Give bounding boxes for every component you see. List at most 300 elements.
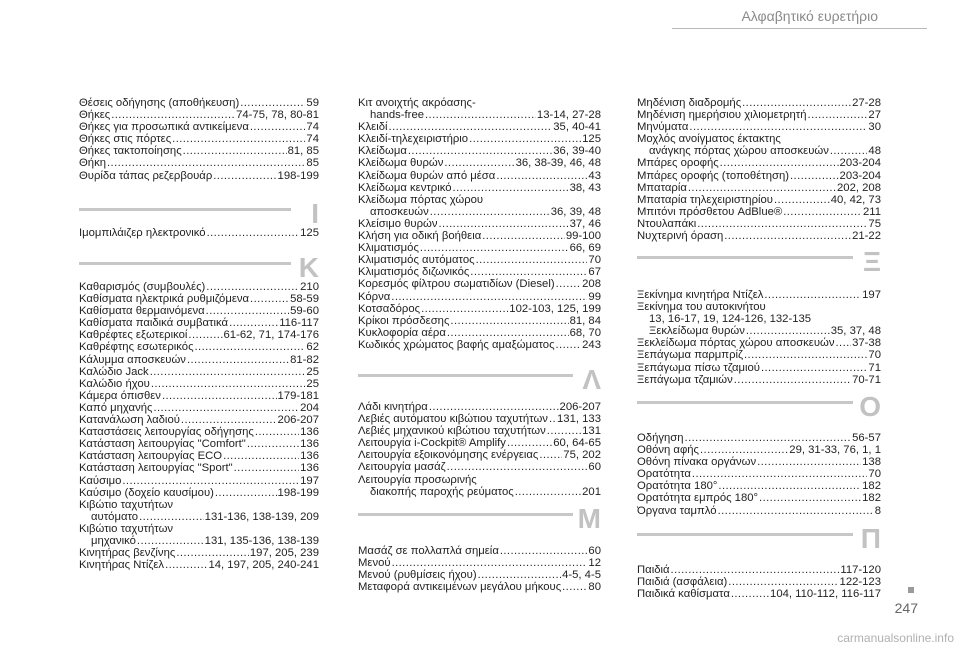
dot-leader [165, 559, 207, 571]
index-entry [79, 317, 319, 329]
index-page-ref: 59-60 [290, 305, 319, 318]
index-term: Καύσιμο (δοχείο καυσίμου) [79, 486, 214, 499]
index-term: Λεβιές αυτόματου κιβώτιου ταχυτήτων [358, 413, 548, 426]
index-term: Κλιματισμός διζωνικός [358, 266, 470, 279]
entry-group-p [637, 564, 881, 600]
index-entry [358, 425, 601, 437]
dot-leader [391, 291, 587, 303]
index-entry [358, 581, 601, 593]
dot-leader [425, 109, 536, 121]
index-page-ref: 36, 39, 48 [550, 205, 601, 218]
index-entry [358, 145, 601, 157]
index-entry [79, 293, 319, 305]
index-entry [637, 109, 881, 121]
index-entry [358, 545, 601, 557]
index-term: Κλιματισμός [358, 242, 419, 255]
section-letter-l: Λ [582, 364, 601, 395]
index-page-ref: 138 [862, 456, 881, 469]
index-page-ref: 60 [588, 461, 601, 474]
index-page-ref: 70 [588, 254, 601, 267]
section-header-l [358, 364, 601, 401]
dot-leader [430, 206, 550, 218]
index-entry [79, 462, 319, 474]
index-term: Κρίκοι πρόσδεσης [358, 314, 450, 327]
index-term: Λειτουργία i-Cockpit® Amplify [358, 437, 506, 450]
index-term: Καθρέφτης εσωτερικός [79, 341, 194, 354]
index-entry [79, 414, 319, 426]
index-entry [358, 437, 601, 449]
page-header-title: Αλφαβητικό ευρετήριο [741, 8, 878, 24]
index-page-ref: 37-38 [852, 337, 881, 350]
index-term: Κλείσιμο θυρών [358, 217, 438, 230]
dot-leader [153, 402, 299, 414]
index-entry [79, 426, 319, 438]
index-entry [358, 557, 601, 569]
index-term: hands-free [370, 109, 425, 122]
dot-leader [392, 557, 588, 569]
index-entry [79, 170, 319, 182]
index-entry [358, 474, 601, 486]
index-page-ref: 36, 39-40 [553, 145, 601, 158]
index-entry [637, 194, 881, 206]
index-term: Ορατότητα 180° [637, 480, 718, 493]
index-term: Κατάσταση λειτουργίας ECO [79, 450, 223, 463]
index-term: Οδήγηση [637, 432, 684, 444]
index-term: Κωδικός χρώματος βαφής αμαξώματος [358, 338, 555, 351]
index-term: Καλώδιο Jack [79, 365, 149, 378]
index-entry [637, 218, 881, 230]
index-page-ref: 179-181 [277, 389, 319, 402]
section-header-m [358, 503, 601, 540]
dot-leader [206, 305, 289, 317]
index-term: Κάμερα όπισθεν [79, 389, 161, 402]
dot-leader [830, 145, 868, 157]
section-letter-p: Π [860, 523, 881, 554]
dot-leader [700, 444, 788, 456]
index-page-ref: 40, 42, 73 [830, 193, 881, 206]
section-header-x [637, 246, 881, 283]
index-term: Ορατότητα [637, 468, 691, 481]
index-term: Ξεκλείδωμα θυρών [649, 325, 745, 338]
dot-leader [408, 145, 552, 157]
dot-leader [255, 426, 299, 438]
entry-group-m-n [637, 97, 881, 242]
index-entry [79, 97, 319, 109]
index-term: Κατανάλωση λαδιού [79, 414, 180, 427]
index-term: Κλειδί [358, 121, 388, 134]
index-entry [637, 206, 881, 218]
index-term: Θυρίδα τάπας ρεζερβουάρ [79, 169, 213, 182]
entry-group-i [79, 227, 319, 239]
dot-leader [731, 588, 769, 600]
index-entry [79, 145, 319, 157]
dot-leader [539, 449, 562, 461]
index-term: ανάγκης πόρτας χώρου αποσκευών [649, 145, 829, 158]
index-page-ref: 197 [862, 289, 881, 301]
index-entry [637, 456, 881, 468]
index-entry [358, 339, 601, 351]
index-page-ref: 35, 37, 48 [830, 325, 881, 338]
dot-leader [150, 366, 306, 378]
index-term: Μηδένιση ημερήσιου χιλιομετρητή [637, 109, 807, 122]
dot-leader [720, 157, 839, 169]
dot-leader [172, 133, 305, 145]
index-page-ref: 197 [300, 474, 319, 487]
index-entry [358, 182, 601, 194]
index-page-ref: 117-120 [840, 564, 881, 576]
dot-leader [836, 337, 852, 349]
dot-leader [206, 281, 299, 293]
section-header-o [637, 391, 881, 428]
index-page-ref: 75, 202 [563, 449, 601, 462]
index-term: Ορατότητα εμπρός 180° [637, 492, 759, 505]
dot-leader [188, 329, 222, 341]
page-number: 247 [894, 600, 918, 616]
index-term: Καθίσματα παιδικά συμβατικά [79, 317, 229, 330]
entry-group-th [79, 97, 319, 182]
dot-leader [137, 535, 204, 547]
dot-leader [790, 170, 839, 182]
index-term: Κιβώτιο ταχυτήτων [79, 522, 174, 535]
index-page-ref: 59 [306, 97, 319, 109]
index-term: Παιδιά (ασφάλεια) [637, 576, 728, 589]
index-page-ref: 102-103, 125, 199 [509, 302, 601, 315]
index-term: Καθίσματα θερμαινόμενα [79, 305, 205, 318]
index-term: Κλιματισμός αυτόματος [358, 254, 475, 267]
index-page-ref: 131-136, 138-139, 209 [204, 510, 319, 523]
index-term: Κορεσμός φίλτρου σωματιδίων (Diesel) [358, 278, 555, 291]
index-term: Ξεπάγωμα παρμπρίζ [637, 349, 744, 362]
index-term: Ξεκίνημα κινητήρα Ντίζελ [637, 289, 764, 301]
index-term: Κινητήρας βενζίνης [79, 547, 176, 560]
index-entry [358, 109, 601, 121]
index-entry [79, 535, 319, 547]
header-divider [672, 28, 927, 29]
index-term: Θήκες [79, 109, 111, 122]
page-marker [908, 587, 914, 593]
index-page-ref: 56-57 [852, 432, 881, 444]
index-page-ref: 29, 31-33, 76, 1, 1 [789, 444, 881, 457]
dot-leader [774, 194, 830, 206]
index-term: Ξεπάγωμα τζαμιών [637, 373, 733, 386]
index-entry [358, 449, 601, 461]
index-entry [358, 230, 601, 242]
index-term: Μπαταρία [637, 181, 687, 194]
dot-leader [469, 133, 581, 145]
index-entry [637, 480, 881, 492]
dot-leader [429, 401, 559, 413]
index-page-ref: 74-75, 78, 80-81 [236, 109, 319, 122]
dot-leader [671, 564, 840, 576]
index-term: Θήκες τακτοποίησης [79, 145, 182, 158]
index-term: Ξεκλείδωμα πόρτας χώρου αποσκευών [637, 337, 835, 350]
index-page-ref: 25 [306, 377, 319, 390]
section-header-p [637, 523, 881, 560]
index-page-ref: 70 [868, 468, 881, 481]
index-term: Μενού (ρυθμίσεις ήχου) [358, 569, 477, 582]
index-page-ref: 62 [306, 341, 319, 354]
index-term: Οθόνη πίνακα οργάνων [637, 456, 757, 469]
dot-leader [685, 432, 852, 444]
dot-leader [195, 341, 306, 353]
index-entry [637, 289, 881, 301]
index-entry [637, 325, 881, 337]
dot-leader [697, 218, 867, 230]
index-term: Κινητήρας Ντίζελ [79, 559, 165, 572]
dot-leader [556, 339, 582, 351]
index-entry [358, 413, 601, 425]
index-page-ref: 81-82 [290, 353, 319, 366]
index-entry [79, 438, 319, 450]
index-term: Κλείδωμα κεντρικό [358, 181, 452, 194]
index-entry [79, 378, 319, 390]
index-term: Μοχλός ανοίγματος έκτακτης [637, 133, 781, 146]
dot-leader [444, 157, 514, 169]
index-page-ref: 197, 205, 239 [249, 547, 319, 560]
index-term: Κόρνα [358, 290, 391, 303]
index-term: Ντουλαπάκι [637, 217, 697, 230]
index-term: Κυκλοφορία αέρα [358, 326, 446, 339]
index-page-ref: 66, 69 [569, 242, 601, 255]
section-divider [79, 262, 291, 265]
dot-leader [478, 569, 561, 581]
dot-leader [181, 414, 277, 426]
dot-leader [247, 438, 299, 450]
dot-leader [450, 315, 568, 327]
dot-leader [250, 121, 306, 133]
index-term: Καθίσματα ηλεκτρικά ρυθμιζόμενα [79, 293, 250, 306]
index-entry [637, 374, 881, 386]
index-term: Θήκες στις πόρτες [79, 133, 172, 146]
index-term: Κλείδωμα πόρτας χώρου [358, 193, 484, 206]
index-page-ref: 202, 208 [837, 181, 881, 194]
index-entry [358, 401, 601, 413]
dot-leader [746, 325, 830, 337]
index-entry [79, 450, 319, 462]
index-entry [358, 206, 601, 218]
dot-leader [420, 242, 569, 254]
index-page-ref: 203-204 [839, 157, 881, 170]
index-page-ref: 182 [862, 480, 881, 493]
index-page-ref: 198-199 [277, 169, 319, 182]
index-term: μηχανικό [91, 534, 136, 547]
index-term: Κλείδωμα θυρών από μέσα [358, 169, 496, 182]
dot-leader [759, 492, 861, 504]
index-entry [637, 97, 881, 109]
dot-leader [724, 230, 851, 242]
index-entry [637, 468, 881, 480]
index-page-ref: 71 [868, 361, 881, 374]
watermark-text: carmanualsonline.info [837, 631, 954, 645]
index-page-ref: 60 [588, 545, 601, 557]
index-page-ref: 136 [300, 438, 319, 451]
index-page-ref: 243 [582, 338, 601, 351]
dot-leader [215, 487, 277, 499]
index-page-ref: 136 [300, 450, 319, 463]
index-entry [637, 362, 881, 374]
index-term: Καθρέφτες εξωτερικοί [79, 329, 188, 342]
index-page-ref: 30 [868, 121, 881, 134]
entry-group-m [358, 545, 601, 593]
index-page-ref: 85 [306, 157, 319, 170]
index-term: Μηνύματα [637, 121, 689, 134]
index-entry [637, 564, 881, 576]
index-entry [637, 145, 881, 157]
index-page-ref: 12 [588, 557, 601, 570]
index-page-ref: 43 [588, 169, 601, 182]
section-divider [637, 401, 853, 404]
section-divider [637, 256, 853, 259]
index-entry [358, 278, 601, 290]
index-entry [358, 121, 601, 133]
index-page-ref: 99 [588, 290, 601, 303]
index-entry [79, 402, 319, 414]
index-term: Κατάσταση λειτουργίας "Sport" [79, 462, 233, 475]
index-term: 13, 16-17, 19, 124-126, 132-135 [649, 313, 812, 326]
dot-leader [728, 576, 838, 588]
index-term: Λάδι κινητήρα [358, 401, 428, 413]
index-page-ref: 8 [874, 504, 881, 517]
index-term: Μασάζ σε πολλαπλά σημεία [358, 545, 499, 557]
dot-leader [240, 97, 305, 109]
index-page-ref: 204 [300, 401, 319, 414]
dot-leader [688, 182, 836, 194]
entry-group-k [79, 281, 319, 571]
section-letter-o: Ο [859, 391, 881, 422]
dot-leader [556, 278, 582, 290]
index-term: Λεβιές μηχανικού κιβώτιου ταχυτήτων [358, 425, 546, 438]
index-page-ref: 203-204 [839, 169, 881, 182]
index-page-ref: 61-62, 71, 174-176 [223, 329, 319, 342]
index-entry [358, 170, 601, 182]
index-entry [637, 157, 881, 169]
index-entry [637, 349, 881, 361]
dot-leader [107, 157, 305, 169]
index-page-ref: 201 [582, 485, 601, 498]
dot-leader [122, 475, 299, 487]
index-term: Ιμομπιλάιζερ ηλεκτρονικό [79, 227, 206, 239]
index-page-ref: 68, 70 [569, 326, 601, 339]
dot-leader [547, 425, 581, 437]
dot-leader [742, 97, 851, 109]
index-term: Μπάρες οροφής (τοποθέτηση) [637, 169, 789, 182]
index-entry [358, 133, 601, 145]
index-page-ref: 116-117 [279, 317, 319, 330]
index-entry [79, 133, 319, 145]
section-divider [358, 513, 573, 516]
index-entry [637, 133, 881, 145]
index-entry [79, 157, 319, 169]
section-divider [79, 208, 291, 211]
dot-leader [470, 266, 587, 278]
index-page-ref: 4-5, 4-5 [562, 569, 601, 582]
dot-leader [482, 230, 565, 242]
index-term: Κλήση για οδική βοήθεια [358, 230, 482, 243]
index-entry [79, 121, 319, 133]
index-entry [358, 315, 601, 327]
dot-leader [250, 293, 289, 305]
dot-leader [447, 461, 588, 473]
dot-leader [151, 378, 306, 390]
index-entry [79, 227, 319, 239]
index-entry [358, 97, 601, 109]
dot-leader [183, 145, 287, 157]
index-entry [637, 170, 881, 182]
index-page-ref: 210 [300, 281, 319, 293]
index-page-ref: 182 [862, 492, 881, 505]
index-entry [358, 291, 601, 303]
index-page-ref: 136 [300, 462, 319, 475]
index-page-ref: 27-28 [852, 97, 881, 109]
index-entry [358, 303, 601, 315]
index-page-ref: 70 [868, 349, 881, 362]
index-entry [637, 313, 881, 325]
index-term: Κιβώτιο ταχυτήτων [79, 498, 174, 511]
dot-leader [139, 511, 204, 523]
index-term: Παιδιά [637, 564, 670, 576]
section-letter-m: Μ [577, 503, 601, 534]
index-entry [637, 230, 881, 242]
dot-leader [496, 170, 587, 182]
index-entry [358, 486, 601, 498]
section-letter-i: Ι [311, 198, 319, 229]
index-page-ref: 35, 40-41 [553, 121, 601, 134]
index-entry [79, 390, 319, 402]
index-page-ref: 211 [862, 205, 881, 218]
section-divider [637, 533, 853, 536]
index-entry [637, 337, 881, 349]
index-page-ref: 13-14, 27-28 [536, 109, 601, 122]
index-entry [358, 461, 601, 473]
index-page-ref: 208 [582, 278, 601, 291]
index-entry [637, 492, 881, 504]
index-term: Κλείδωμα θυρών [358, 157, 444, 170]
dot-leader [207, 227, 300, 239]
index-entry [79, 366, 319, 378]
index-page-ref: 99-100 [565, 230, 601, 243]
dot-leader [439, 218, 569, 230]
dot-leader [447, 327, 569, 339]
index-page-ref: 60, 64-65 [553, 437, 601, 450]
index-page-ref: 198-199 [277, 486, 319, 499]
index-page-ref: 125 [582, 133, 601, 146]
index-entry [637, 121, 881, 133]
index-entry [79, 475, 319, 487]
dot-leader [718, 505, 874, 517]
index-term: Καύσιμο [79, 474, 122, 487]
dot-leader [761, 362, 867, 374]
index-entry [637, 576, 881, 588]
index-term: Λειτουργία εξοικονόμησης ενέργειας [358, 449, 539, 462]
index-term: Καταστάσεις λειτουργίας οδήγησης [79, 426, 254, 439]
dot-leader [500, 545, 588, 557]
index-term: Οθόνη αφής [637, 444, 700, 457]
index-entry [637, 444, 881, 456]
index-page-ref: 80 [588, 581, 601, 594]
dot-leader [234, 462, 300, 474]
dot-leader [515, 486, 581, 498]
dot-leader [808, 109, 868, 121]
index-term: Κλείδωμα [358, 145, 407, 158]
dot-leader [744, 349, 867, 361]
index-term: Καθαρισμός (συμβουλές) [79, 281, 206, 293]
index-term: Μηδένιση διαδρομής [637, 97, 742, 109]
index-term: Μπάρες οροφής [637, 157, 719, 170]
dot-leader [507, 437, 552, 449]
dot-leader [453, 182, 569, 194]
dot-leader [734, 374, 851, 386]
index-page-ref: 74 [306, 121, 319, 134]
